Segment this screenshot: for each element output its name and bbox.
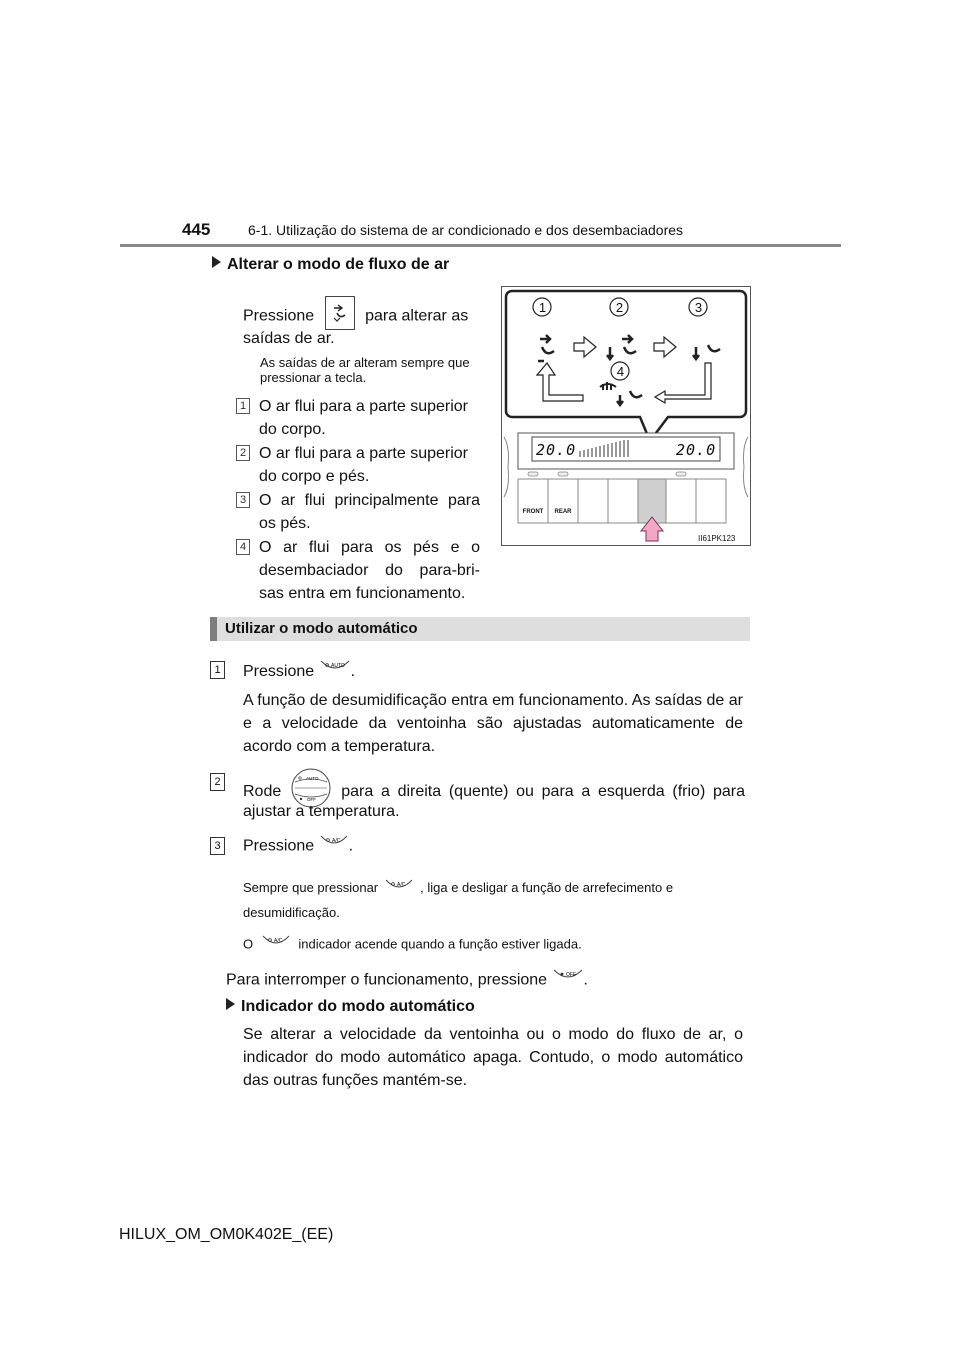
off-button-icon: [552, 966, 584, 995]
item-text: do corpo e pés.: [259, 468, 370, 485]
step-text: .: [348, 837, 354, 855]
svg-text:AUTO: AUTO: [330, 663, 345, 669]
list-item: [236, 489, 480, 535]
step-text: Pressione: [243, 663, 315, 681]
figure-label-2: 2: [615, 300, 624, 315]
section-title: Utilizar o modo automático: [225, 620, 418, 637]
svg-text:A/C: A/C: [397, 882, 406, 888]
figure-code: II61PK123: [698, 534, 736, 543]
item-number: 2: [236, 445, 250, 461]
bullet-triangle-icon: [212, 256, 221, 268]
figure-label-1: 1: [538, 300, 547, 315]
airflow-heading-text: Alterar o modo de fluxo de ar: [227, 256, 450, 273]
stop-text: Para interromper o funcionamento, pressione: [226, 971, 548, 989]
item-text: os pés.: [259, 515, 311, 532]
step-text: .: [350, 663, 356, 681]
auto-indicator-heading-text: Indicador do modo automático: [241, 998, 475, 1015]
list-item: [236, 536, 480, 605]
svg-text:A/C: A/C: [273, 938, 283, 944]
svg-text:OFF: OFF: [307, 797, 317, 802]
svg-text:A/C: A/C: [331, 838, 340, 844]
list-item: [236, 442, 480, 488]
auto-indicator-text: Se alterar a velocidade da ventoinha ou o modo do fluxo de ar, o indicador do modo automático apaga. Contudo, o modo automático das outras funções mantém-se.: [243, 1026, 743, 1089]
step-number: 3: [210, 837, 225, 855]
step-text: para a direita (quente) ou para a esquerda (frio) para: [341, 783, 745, 800]
note-2: [243, 932, 582, 958]
rear-defroster-label: REAR: [554, 509, 572, 515]
item-text: do corpo.: [259, 421, 326, 438]
auto-indicator-heading: [226, 998, 475, 1016]
note-text: Sempre que pressionar: [243, 880, 379, 895]
ac-button-icon: [319, 832, 349, 861]
airflow-mode-figure: [501, 286, 751, 546]
press-post: para alterar as: [365, 307, 469, 325]
step-number: 2: [210, 773, 225, 791]
header-rule: [120, 244, 841, 247]
step-number: 1: [210, 661, 225, 679]
note-1: [243, 876, 745, 899]
ac-button-icon: [261, 932, 291, 958]
item-text: desembaciador do para-bri-: [259, 562, 480, 579]
step-text: Rode: [243, 783, 282, 800]
note-text: , liga e desligar a função de arrefecimento e: [420, 880, 674, 895]
svg-text:AUTO: AUTO: [306, 776, 319, 781]
note-text: indicador acende quando a função estiver ligada.: [298, 936, 582, 952]
step-1-line: [243, 657, 355, 687]
step-1-detail: A função de desumidificação entra em funcionamento. As saídas de ar e a velocidade da ventoinha são ajustadas automaticamente de acordo com a temperatura.: [243, 692, 743, 755]
stop-text: .: [583, 971, 588, 989]
item-text: sas entra em funcionamento.: [259, 585, 466, 602]
item-number: 4: [236, 539, 250, 555]
item-number: 1: [236, 398, 250, 414]
step-3-line: [243, 832, 353, 861]
list-item: [236, 395, 480, 441]
figure-label-3: 3: [694, 300, 703, 315]
item-number: 3: [236, 492, 250, 508]
airflow-heading: [212, 256, 449, 274]
stop-instruction: [226, 966, 588, 995]
item-text: O ar flui para a parte superior: [259, 445, 468, 462]
item-text: O ar flui para a parte superior: [259, 398, 468, 415]
display-temp-left: 20.0: [536, 441, 577, 459]
press-pre: Pressione: [243, 307, 315, 325]
ac-button-icon: [384, 876, 414, 899]
item-text: O ar flui para os pés e o: [259, 539, 480, 556]
figure-label-4: 4: [616, 364, 625, 379]
airflow-note: As saídas de ar alteram sempre que pressionar a tecla.: [260, 355, 470, 385]
page-number: 445: [182, 220, 211, 239]
note-1-line2: desumidificação.: [243, 905, 340, 920]
note-text: O: [243, 936, 254, 952]
document-code: HILUX_OM_OM0K402E_(EE): [119, 1226, 334, 1243]
airflow-instruction-line2: saídas de ar.: [243, 330, 335, 347]
step-2-line2: ajustar a temperatura.: [243, 803, 400, 820]
section-header: [210, 617, 750, 641]
svg-text:OFF: OFF: [565, 972, 576, 978]
front-defroster-label: FRONT: [522, 509, 544, 515]
display-temp-right: 20.0: [676, 441, 717, 459]
step-text: Pressione: [243, 837, 315, 855]
item-text: O ar flui principalmente para: [259, 492, 480, 509]
bullet-triangle-icon: [226, 998, 235, 1010]
chapter-title: 6-1. Utilização do sistema de ar condicionado e dos desembaciadores: [248, 222, 684, 238]
auto-button-icon: [319, 657, 351, 687]
